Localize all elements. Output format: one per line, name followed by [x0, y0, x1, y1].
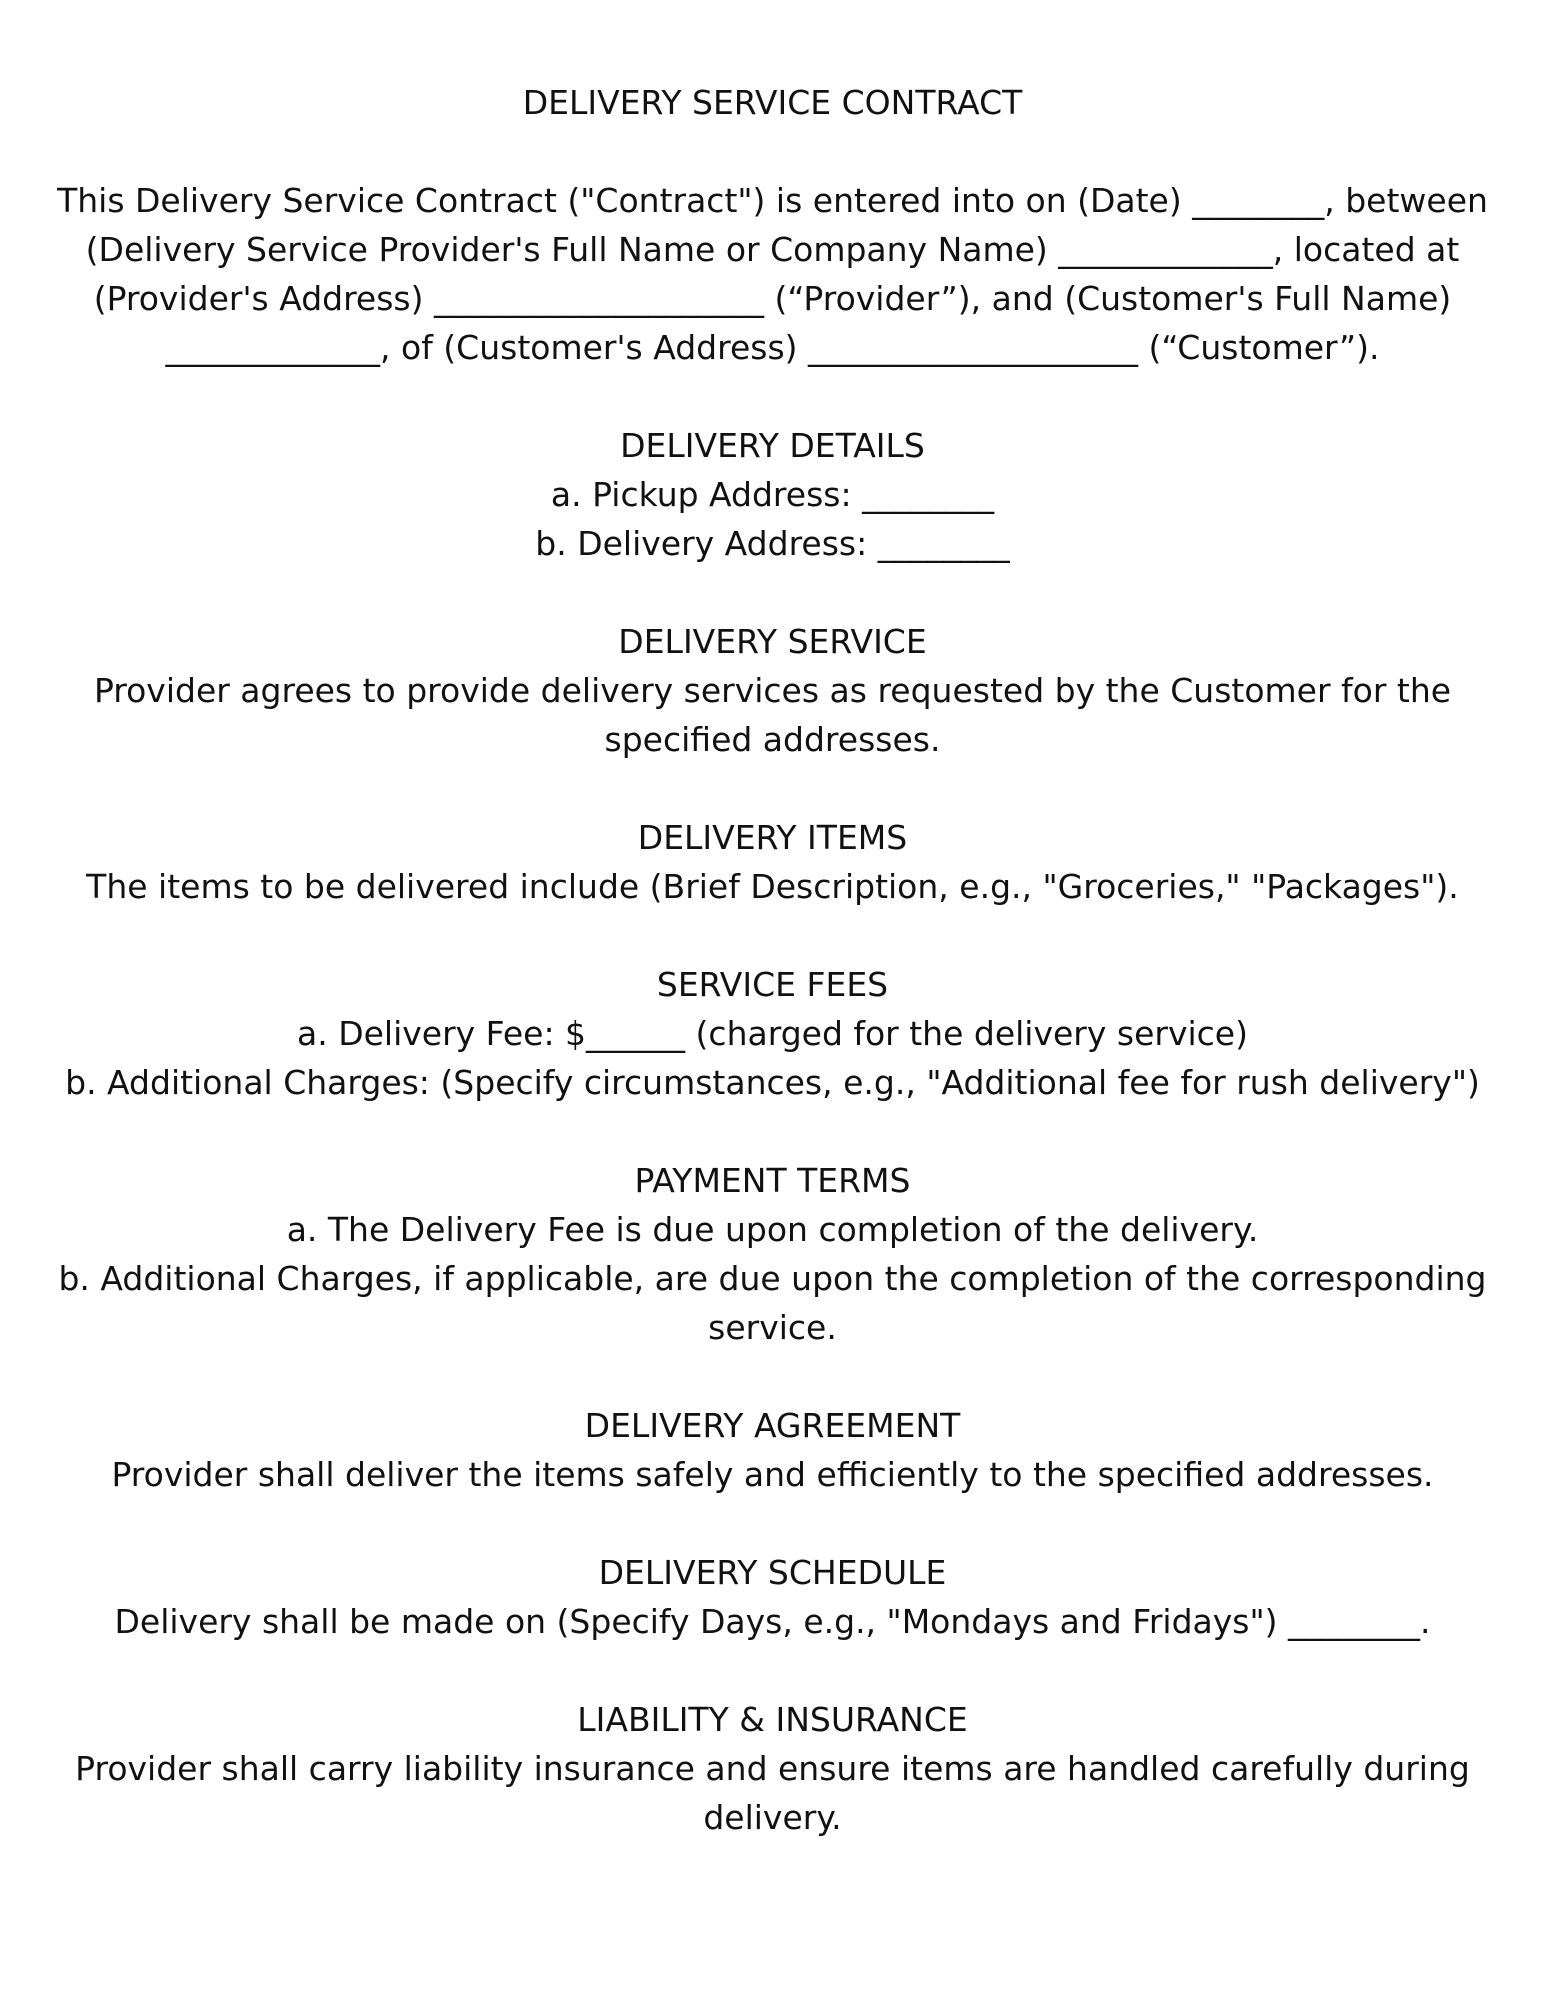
section-delivery-service [30, 617, 1515, 764]
section-heading: SERVICE FEES [656, 965, 889, 1004]
section-body-line: b. Additional Charges, if applicable, are due upon the completion of the corresponding [58, 1259, 1487, 1298]
delivery-fee-line: a. Delivery Fee: $______ (charged for the delivery service) [297, 1014, 1248, 1053]
intro-line: This Delivery Service Contract ("Contract") is entered into on (Date) ________, between [57, 181, 1488, 220]
section-heading: LIABILITY & INSURANCE [577, 1700, 968, 1739]
section-payment-terms [30, 1156, 1515, 1352]
section-body-line: Provider shall deliver the items safely and efficiently to the specified addresses. [111, 1455, 1434, 1494]
intro-line: (Provider's Address) ____________________ (“Provider”), and (Customer's Full Name) [93, 279, 1452, 318]
section-delivery-details [30, 421, 1515, 568]
section-body-line: Provider agrees to provide delivery services as requested by the Customer for the [93, 671, 1452, 710]
section-delivery-agreement [30, 1401, 1515, 1499]
section-heading: DELIVERY ITEMS [637, 818, 908, 857]
section-body-line: delivery. [703, 1798, 842, 1837]
section-body-line: service. [708, 1308, 837, 1347]
section-body-line: Delivery shall be made on (Specify Days, e.g., "Mondays and Fridays") ________. [114, 1602, 1431, 1641]
delivery-address-line: b. Delivery Address: ________ [535, 524, 1010, 563]
section-liability-insurance [30, 1695, 1515, 1842]
section-body-line: The items to be delivered include (Brief Description, e.g., "Groceries," "Packages"). [86, 867, 1459, 906]
intro-line: _____________, of (Customer's Address) ____________________ (“Customer”). [165, 328, 1380, 367]
contract-title-block [30, 78, 1515, 127]
section-service-fees [30, 960, 1515, 1107]
section-body-line: Provider shall carry liability insurance and ensure items are handled carefully during [75, 1749, 1470, 1788]
section-heading: DELIVERY SCHEDULE [598, 1553, 947, 1592]
additional-charges-line: b. Additional Charges: (Specify circumstances, e.g., "Additional fee for rush delivery") [65, 1063, 1480, 1102]
section-heading: DELIVERY DETAILS [620, 426, 925, 465]
section-delivery-schedule [30, 1548, 1515, 1646]
intro-line: (Delivery Service Provider's Full Name or Company Name) _____________, located at [85, 230, 1460, 269]
section-body-line: a. The Delivery Fee is due upon completion of the delivery. [286, 1210, 1259, 1249]
section-body-line: specified addresses. [604, 720, 941, 759]
section-heading: DELIVERY AGREEMENT [584, 1406, 961, 1445]
section-heading: PAYMENT TERMS [634, 1161, 911, 1200]
intro-paragraph [30, 176, 1515, 372]
section-delivery-items [30, 813, 1515, 911]
pickup-address-line: a. Pickup Address: ________ [550, 475, 995, 514]
section-heading: DELIVERY SERVICE [618, 622, 927, 661]
contract-title: DELIVERY SERVICE CONTRACT [522, 83, 1023, 122]
